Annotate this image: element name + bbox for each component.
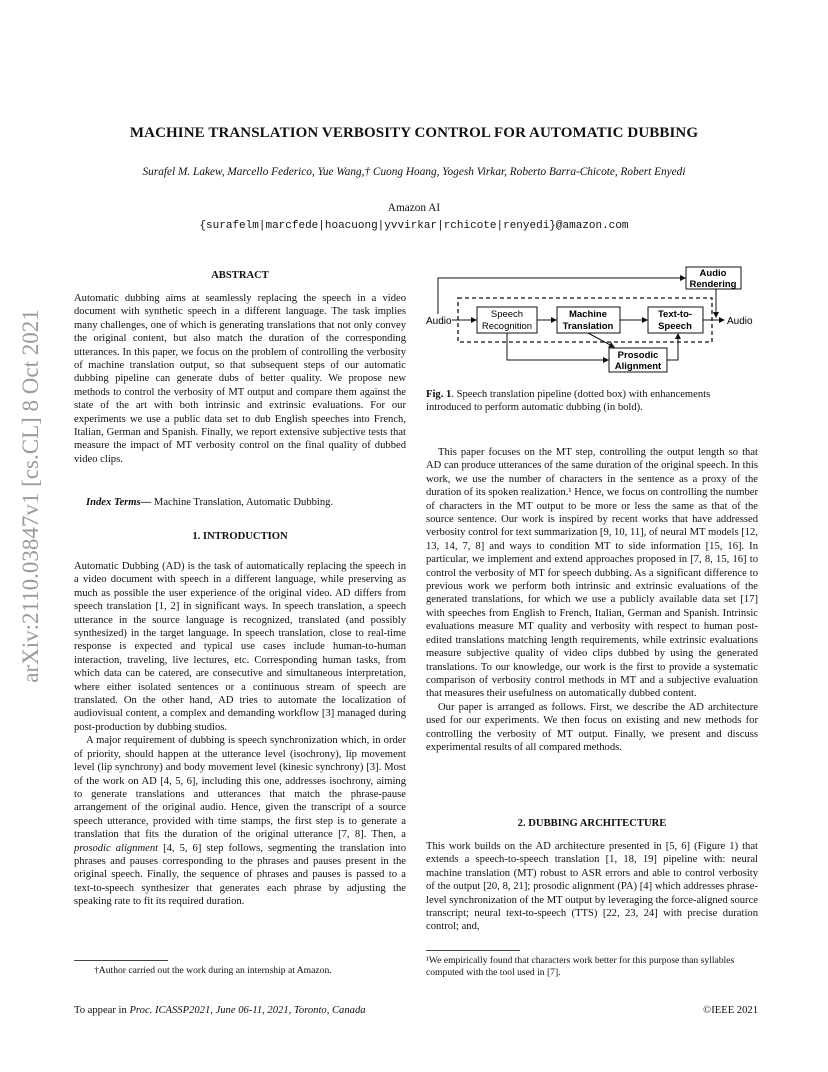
affiliation: Amazon AI	[387, 202, 441, 214]
index-terms-label: Index Terms—	[86, 497, 152, 508]
right-paragraph-1: This paper focuses on the MT step, controlling the output length so that AD can produce utterances of the same duration of the original speech. In this work, we use the number of characters in the sentence as a proxy of the duration of its spoken realization.¹ Hence, we focus on controlling the number of characters in the MT output to be more or less the same as that of the source sentence. Our work is inspired by recent works that have addressed verbosity control for text summarization [9, 10, 11], of neural MT models [12, 13, 14, 7, 8] and ways to condition MT to side information [15, 16]. In particular, we implement and extend approaches proposed in [7, 8, 15, 16] to control the verbosity of MT for speech dubbing. As a significant difference to previous work we perform both intrinsic and extrinsic evaluations of the generated translations, for which we use a publicly available data set [17] with speeches from English to French, Italian, German and Spanish. Intrinsic evaluations measure MT quality and verbosity with respect to human post-edited translations matching length requirements, while extrinsic evaluations measure subjective quality of video clips dubbed by using the generated translations. To our knowledge, our work is the first to provide a systematic comparison of verbosity control methods in MT and a subjective evaluation that measures their usefulness on automatically dubbed content.	[426, 447, 758, 700]
section2-body	[426, 840, 758, 934]
output-audio-label: Audio	[727, 316, 753, 327]
abstract-text: Automatic dubbing aims at seamlessly replacing the speech in a video document with synthetic speech in a different language. The task implies many challenges, one of which is generating translations that not only convey the original content, but also match the duration of the corresponding utterances. In this paper, we focus on the problem of controlling the verbosity of machine translation output, so that subsequent steps of our automatic dubbing pipeline can generate dubs of better quality. We propose new methods to control the verbosity of MT output and compare them against the state of the art with both intrinsic and extrinsic evaluations. For our experiments we use a public data set to dub English speeches into French, Italian, German and Spanish. Finally, we report extensive subjective tests that measure the impact of MT verbosity control on the final quality of dubbed video clips.	[74, 293, 406, 465]
abstract-heading: ABSTRACT	[211, 270, 269, 281]
input-audio-label: Audio	[426, 316, 452, 327]
copyright: ©IEEE 2021	[703, 1005, 758, 1016]
figure-caption-text: . Speech translation pipeline (dotted box) with enhancements introduced to perform automatic dubbing (in bold).	[426, 389, 711, 414]
footnote-right: ¹We empirically found that characters work better for this purpose than syllables computed with the tool used in [7].	[426, 955, 735, 979]
right-body	[426, 446, 758, 754]
venue-name: Proc. ICASSP2021, June 06-11, 2021, Toronto, Canada	[129, 1005, 366, 1016]
arxiv-stamp-text: arXiv:2110.03847v1 [cs.CL] 8 Oct 2021	[18, 309, 43, 683]
figure-caption-label: Fig. 1	[426, 389, 452, 400]
intro-paragraph-2: A major requirement of dubbing is speech synchronization which, in order of priority, should happen at the utterance level (isochrony), lip movement level (lip synchrony) and body movement level (kinesic synchrony) [3]. Most of the work on AD [4, 5, 6], including this one, addresses isochrony, aiming to generate translations and utterances that match the phrase-pause arrangement of the original audio. Hence, given the transcript of a source speech utterance, provided with time stamps, the first step is to generate a translation that fits the duration of the original utterance [7, 8]. Then, a prosodic alignment [4, 5, 6] step follows, segmenting the translation into phrases and pauses corresponding to the phrases and pauses present in the original speech. Finally, the sequence of phrases and pauses is passed to a text-to-speech synthesizer that generates each phrase by adjusting the speaking rate to fit its required duration.	[74, 735, 406, 908]
tts-label-1: Text-to-	[657, 309, 693, 320]
render-label-1: Audio	[699, 268, 727, 279]
venue-footer: To appear in Proc. ICASSP2021, June 06-11, 2021, Toronto, Canada	[74, 1005, 366, 1016]
abstract-body	[74, 292, 406, 466]
arxiv-stamp	[14, 300, 48, 692]
intro-paragraph-1: Automatic Dubbing (AD) is the task of automatically replacing the speech in a video document with speech in a different language, while preserving as much as possible the user experience of the original video. AD differs from speech translation [1, 2] in significant ways. In speech translation, a speech utterance in the source language is recognized, translated (and possibly synthesized) in the target language. In speech translation, close to real-time response is expected and typical use cases include human-to-human interaction, traveling, live lectures, etc. Corresponding human tasks, from which data can be catered, are consecutive and simultaneous interpretation, where either isolated sentences or a continuous stream of speech are translated. On the other hand, AD tries to automate the localization of audiovisual content, a complex and demanding workflow [3] managed during post-production by dubbing studios.	[74, 561, 406, 733]
figure-caption	[426, 388, 758, 415]
asr-label-2: Recognition	[481, 321, 533, 332]
footnote-rule-right	[426, 950, 520, 951]
author-list: Surafel M. Lakew, Marcello Federico, Yue Wang,† Cuong Hoang, Yogesh Virkar, Roberto Barra-Chicote, Robert Enyedi	[142, 166, 686, 178]
section2-heading: 2. DUBBING ARCHITECTURE	[517, 818, 667, 829]
tts-label-2: Speech	[658, 321, 692, 332]
pipeline-figure	[424, 264, 758, 376]
right-paragraph-2: Our paper is arranged as follows. First, we describe the AD architecture used for our experiments. We then focus on existing and new methods for controlling the verbosity of MT output. Finally, we present and discuss experimental results of all compared methods.	[426, 701, 758, 753]
mt-label-1: Machine	[568, 309, 608, 320]
index-terms-text: Machine Translation, Automatic Dubbing.	[151, 497, 334, 508]
render-label-2: Rendering	[689, 279, 737, 290]
section2-paragraph-1: This work builds on the AD architecture presented in [5, 6] (Figure 1) that extends a speech-to-speech translation [1, 18, 19] pipeline with: neural machine translation (MT) robust to ASR errors and able to control verbosity of the output [20, 8, 21]; prosodic alignment (PA) [4] which addresses phrase-level synchronization of the MT output by leveraging the force-aligned source transcript; neural text-to-speech (TTS) [22, 23, 24] with precise duration control; and,	[426, 841, 758, 933]
asr-label-1: Speech	[490, 309, 524, 320]
pa-label-2: Alignment	[614, 361, 662, 372]
intro-heading: 1. INTRODUCTION	[192, 531, 288, 542]
footnote-rule	[74, 960, 168, 961]
index-terms	[74, 496, 406, 509]
author-emails: {surafelm|marcfede|hoacuong|yvvirkar|rchicote|renyedi}@amazon.com	[199, 220, 629, 232]
footnote-left: †Author carried out the work during an internship at Amazon.	[94, 965, 332, 976]
paper-title: MACHINE TRANSLATION VERBOSITY CONTROL FOR AUTOMATIC DUBBING	[129, 125, 699, 141]
mt-label-2: Translation	[562, 321, 614, 332]
pa-label-1: Prosodic	[617, 350, 659, 361]
intro-body	[74, 560, 406, 909]
